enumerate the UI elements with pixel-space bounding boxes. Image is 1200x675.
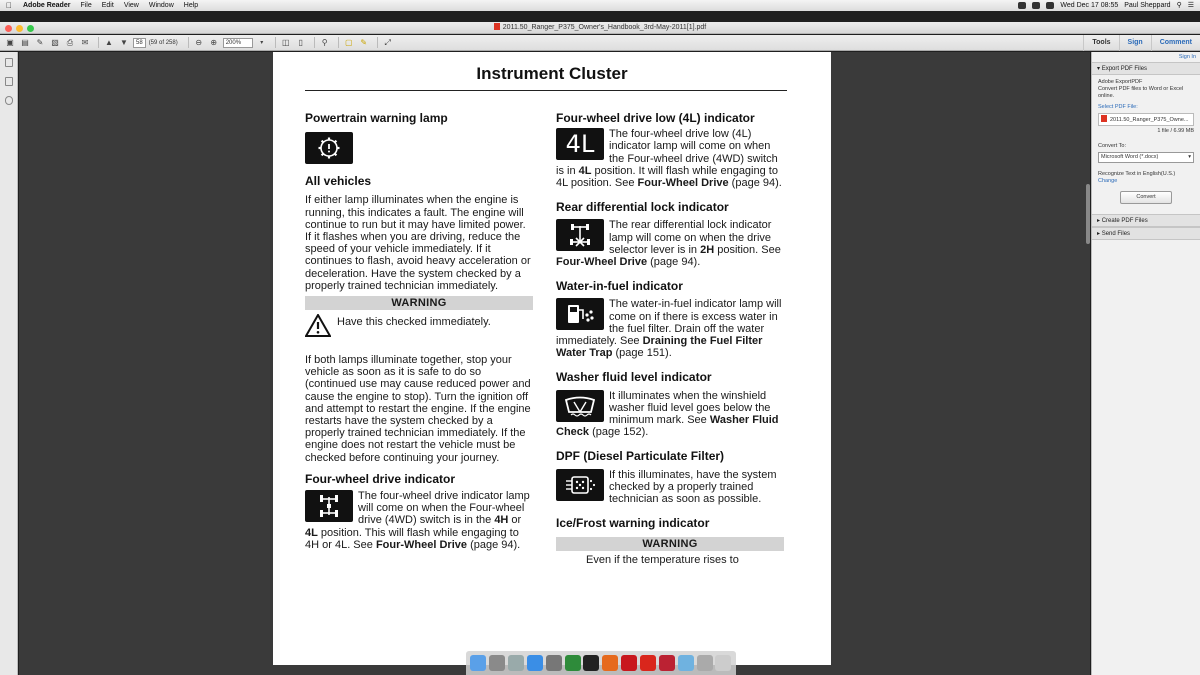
selected-file-name: 2011.50_Ranger_P375_Owne... [1110, 117, 1189, 123]
text-run: The rear differential lock indicator lamp will come on when the drive selector lever is in [609, 219, 772, 256]
toolbar-divider [338, 37, 339, 48]
close-window-button[interactable] [5, 25, 12, 32]
toolbar-divider [188, 37, 189, 48]
acrobat-icon[interactable] [621, 655, 637, 671]
apple-icon[interactable] [0, 0, 18, 11]
section-title: Four-wheel drive low (4L) indicator [556, 111, 755, 125]
menu-view[interactable]: View [123, 2, 139, 9]
attachments-icon[interactable] [5, 96, 13, 105]
text-run: 4L [305, 526, 318, 539]
zoom-window-button[interactable] [27, 25, 34, 32]
window-title: 2011.50_Ranger_P375_Owner's_Handbook_3rd-May-2011[1].pdf [502, 24, 707, 31]
section-subtitle: All vehicles [305, 174, 372, 189]
warning-bar: WARNING [305, 296, 533, 310]
section-title: Four-wheel drive indicator [305, 471, 456, 486]
left-column [305, 112, 533, 551]
document-viewer[interactable] [19, 52, 1090, 675]
window-titlebar [0, 22, 1200, 34]
firefox-icon[interactable] [602, 655, 618, 671]
tools-tab[interactable]: Tools [1083, 35, 1118, 51]
section-title: Powertrain warning lamp [305, 111, 448, 125]
export-pdf-title: Export PDF Files [1101, 66, 1148, 72]
selected-file[interactable] [1098, 113, 1194, 126]
spotlight-icon[interactable]: ⚲ [1176, 2, 1182, 9]
rocket-icon[interactable] [508, 655, 524, 671]
four-wheel-low-icon: 4L [556, 128, 604, 160]
next-page-icon[interactable]: ▼ [120, 38, 128, 47]
four-wheel-drive-icon [305, 490, 353, 522]
edit-icon[interactable]: ✎ [36, 38, 44, 47]
search-icon[interactable]: ⚲ [321, 38, 328, 47]
text-run: (page 152). [589, 426, 649, 439]
pdf-file-icon [494, 23, 500, 30]
zoom-out-icon[interactable]: ⊖ [195, 38, 203, 47]
app-store-icon[interactable] [527, 655, 543, 671]
system-preferences-icon[interactable] [546, 655, 562, 671]
prev-page-icon[interactable]: ▲ [105, 38, 113, 47]
powertrain-warning-icon [305, 132, 353, 164]
cross-reference-link[interactable]: Draining the Fuel Filter Water Trap [556, 335, 763, 360]
section-title: Water-in-fuel indicator [556, 279, 683, 294]
dock [466, 651, 736, 675]
export-app-name: Adobe ExportPDF [1098, 79, 1143, 85]
convert-button[interactable]: Convert [1120, 191, 1172, 204]
right-column [556, 112, 784, 567]
sign-tab[interactable]: Sign [1119, 35, 1151, 51]
create-pdf-title: Create PDF Files [1101, 218, 1148, 224]
menu-help[interactable]: Help [183, 2, 199, 9]
text-run: (page 94). [647, 256, 701, 269]
page-thumbnails-icon[interactable] [5, 58, 13, 67]
warning-text: Have this checked immediately. [337, 316, 491, 329]
print-icon[interactable]: ⎙ [66, 37, 74, 47]
sticky-note-icon[interactable]: ▢ [344, 38, 353, 47]
export-pdf-header[interactable]: ▾ Export PDF Files [1092, 62, 1200, 75]
section-title: Ice/Frost warning indicator [556, 516, 710, 531]
dpf-icon [556, 469, 604, 501]
finder-icon[interactable] [470, 655, 486, 671]
cross-reference-link[interactable]: Four-Wheel Drive [556, 256, 648, 269]
select-file-label: Select PDF File: [1098, 104, 1138, 110]
text-run: (page 94). [728, 177, 782, 190]
fit-page-icon[interactable]: ◫ [281, 38, 290, 47]
text-run: It illuminates when the winshield washer fluid level goes below the minimum mark. See [609, 389, 771, 427]
pdf-file-icon [1101, 115, 1107, 122]
rear-differential-lock-icon [556, 219, 604, 251]
navigation-rail [0, 52, 18, 675]
export-pdf-body [1092, 75, 1200, 214]
convert-to-value: Microsoft Word (*.docx) [1101, 154, 1159, 160]
send-files-title: Send Files [1101, 231, 1131, 237]
warning-triangle-icon [305, 314, 331, 337]
cross-reference-link[interactable]: Four-Wheel Drive [637, 177, 729, 190]
water-in-fuel-icon [556, 298, 604, 330]
status-icon[interactable] [1018, 2, 1026, 9]
menu-edit[interactable]: Edit [101, 2, 114, 9]
paragraph: If this illuminates, have the system checked by a properly trained technician as soon as possible. [609, 468, 777, 506]
page-count: (59 of 258) [148, 39, 178, 46]
chevron-down-icon: ▾ [1188, 154, 1191, 160]
text-run: 4H [494, 514, 509, 527]
launchpad-icon[interactable] [489, 655, 505, 671]
cross-reference-link[interactable]: Washer Fluid Check [556, 414, 779, 439]
email-icon[interactable]: ✉ [81, 38, 89, 47]
chevron-down-icon[interactable]: ▾ [260, 40, 264, 46]
vertical-scrollbar[interactable] [1086, 184, 1090, 244]
excel-icon[interactable] [565, 655, 581, 671]
toolbar-divider [98, 37, 99, 48]
paragraph: If both lamps illuminate together, stop your vehicle as soon as it is safe to do so (continued use may cause reduced power and cause the engine to stop). Turn the ignition off and attempt to restart the engine. If the engine restarts have the system checked by a properly trained technician immediately. If the engine does not restart the vehicle must be checked before continuing your journey. [305, 354, 531, 464]
terminal-icon[interactable] [583, 655, 599, 671]
file-info: 1 file / 6.99 MB [1157, 128, 1194, 134]
page-title: Instrument Cluster [476, 64, 628, 83]
text-run: The water-in-fuel indicator lamp will come on if there is excess water in the fuel filter. Drain off the water immediately. See [556, 298, 782, 348]
title-rule [305, 90, 787, 91]
toolbar [0, 35, 1200, 51]
minimize-window-button[interactable] [16, 25, 23, 32]
scroll-mode-icon[interactable]: ▯ [298, 38, 303, 47]
text-run: position. See [714, 243, 781, 256]
text-run: or [508, 514, 522, 527]
wifi-icon[interactable] [1032, 2, 1040, 9]
section-title: Washer fluid level indicator [556, 370, 712, 385]
trash-icon[interactable] [715, 655, 731, 671]
zoom-select[interactable]: 200% [223, 38, 253, 48]
menubar [0, 0, 1200, 11]
clock[interactable]: Wed Dec 17 08:55 [1060, 2, 1119, 9]
text-run: 4L [578, 164, 592, 177]
convert-to-label: Convert To: [1098, 143, 1127, 149]
text-run: position. This will flash while engaging to 4H or 4L. See [305, 526, 519, 551]
paragraph: If either lamp illuminates when the engine is running, this indicates a fault. The engine will continue to run but it may have limited power. If it flashes when you are driving, reduce the speed of your vehicle immediately. If it continues to flash, avoid heavy acceleration or deceleration. Have the system checked by a properly trained technician immediately. [305, 194, 531, 292]
menu-window[interactable]: Window [148, 2, 174, 9]
tools-panel [1091, 52, 1200, 675]
zoom-in-icon[interactable]: ⊕ [210, 38, 218, 47]
export-description: Convert PDF files to Word or Excel online. [1098, 86, 1184, 99]
create-pdf-header[interactable]: ▸ Create PDF Files [1092, 214, 1200, 227]
recognize-text: Recognize Text in English(U.S.) [1098, 171, 1176, 177]
highlight-icon[interactable]: ✎ [360, 38, 368, 47]
menu-app-name[interactable]: Adobe Reader [23, 2, 71, 9]
pdf-page [273, 52, 831, 665]
change-link[interactable]: Change [1098, 178, 1118, 184]
text-run: 2H [700, 243, 715, 256]
bookmarks-icon[interactable] [5, 77, 13, 86]
downloads-icon[interactable] [697, 655, 713, 671]
toolbar-divider [314, 37, 315, 48]
acrobat-reader-icon[interactable] [640, 655, 656, 671]
comment-tab[interactable]: Comment [1151, 35, 1200, 51]
create-pdf-icon[interactable]: ▣ [6, 38, 14, 47]
menu-file[interactable]: File [80, 2, 92, 9]
section-title: Rear differential lock indicator [556, 200, 729, 215]
text-run: (page 94). [467, 538, 521, 551]
section-title: DPF (Diesel Particulate Filter) [556, 449, 725, 464]
user-name[interactable]: Paul Sheppard [1124, 2, 1171, 9]
toolbar-divider [377, 37, 378, 48]
battery-icon[interactable] [1046, 2, 1054, 9]
sign-in-link[interactable]: Sign In [1178, 54, 1196, 60]
send-files-header[interactable]: ▸ Send Files [1092, 227, 1200, 240]
cross-reference-link[interactable]: Four-Wheel Drive [375, 538, 468, 551]
open-icon[interactable]: ▤ [21, 38, 29, 47]
warning-row [305, 314, 533, 337]
text-run: (page 151). [612, 347, 672, 360]
photos-icon[interactable] [678, 655, 694, 671]
paragraph: Even if the temperature rises to [586, 554, 739, 567]
convert-to-select[interactable] [1098, 152, 1194, 163]
washer-fluid-icon [556, 390, 604, 422]
page-number-input[interactable]: 58 [133, 38, 146, 48]
text-run: The four-wheel drive low (4L) indicator lamp will come on when the Four-wheel drive (4WD) switch is in [556, 128, 778, 177]
text-run: The four-wheel drive indicator lamp will come on when the Four-wheel drive (4WD) switch is in the [358, 490, 530, 527]
notifications-icon[interactable]: ☰ [1187, 2, 1194, 9]
fullscreen-icon[interactable]: ⤢ [384, 37, 391, 47]
text-run: position. It will flash while engaging to 4L position. See [556, 164, 778, 190]
save-icon[interactable]: ▧ [51, 38, 59, 47]
warning-bar: WARNING [556, 537, 784, 551]
toolbar-divider [275, 37, 276, 48]
preview-icon[interactable] [659, 655, 675, 671]
